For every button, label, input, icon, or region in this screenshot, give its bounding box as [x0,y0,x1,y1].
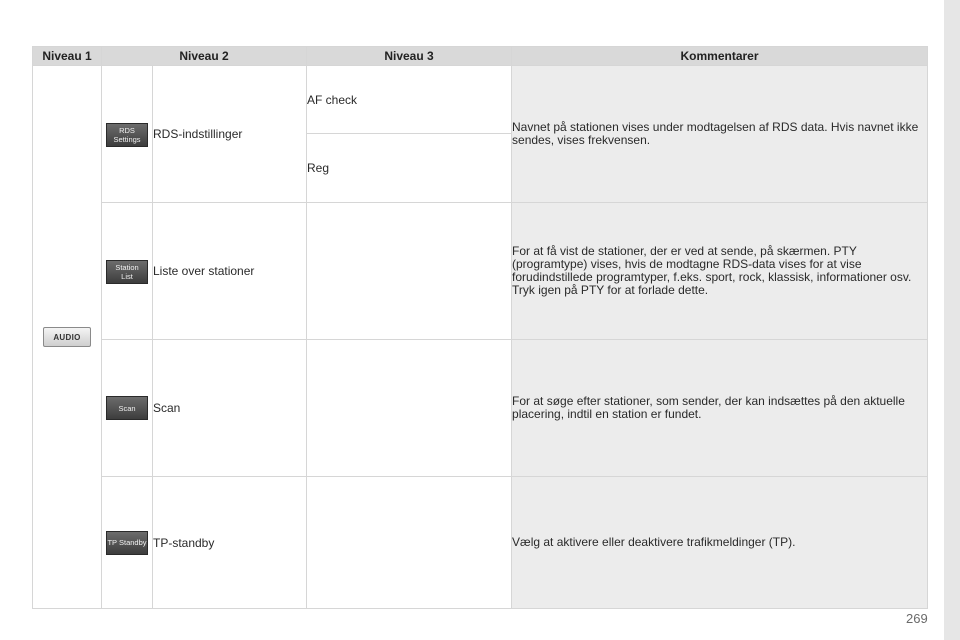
level1-cell [33,66,102,609]
scan-button-icon: Scan [106,396,148,420]
menu-structure-table [32,46,928,609]
comment-cell: Navnet på stationen vises under modtagelsen af RDS data. Hvis navnet ikke sendes, vises frekvensen. [512,66,928,203]
table-header-row [33,47,928,66]
level2-label: Scan [153,340,307,477]
level2-icon-cell [102,203,153,340]
comment-cell: Vælg at aktivere eller deaktivere trafikmeldinger (TP). [512,477,928,609]
rds-settings-button-icon: RDS Settings [106,123,148,147]
level2-label: RDS-indstillinger [153,66,307,203]
comment-cell: For at få vist de stationer, der er ved at sende, på skærmen. PTY (programtype) vises, hvis de modtagne RDS-data vises for at vise forudindstillede programtyper, f.eks. sport, rock, klassisk, informationer osv. Tryk igen på PTY for at forlade dette. [512,203,928,340]
level3-empty [307,340,512,477]
page-edge-strip [944,0,960,640]
comment-cell: For at søge efter stationer, som sender, der kan indsættes på den aktuelle placering, indtil en station er fundet. [512,340,928,477]
station-list-button-icon: Station List [106,260,148,284]
level3-label: AF check [307,66,512,134]
table-row [33,66,928,134]
level2-icon-cell [102,66,153,203]
level2-label: TP-standby [153,477,307,609]
level2-icon-cell [102,340,153,477]
table-row [33,477,928,609]
level3-empty [307,203,512,340]
table-row [33,203,928,340]
audio-button-icon: AUDIO [43,327,91,347]
header-niveau-2: Niveau 2 [102,47,307,66]
header-kommentarer: Kommentarer [512,47,928,66]
level3-empty [307,477,512,609]
level2-label: Liste over stationer [153,203,307,340]
header-niveau-1: Niveau 1 [33,47,102,66]
level3-label: Reg [307,134,512,203]
level2-icon-cell [102,477,153,609]
page-number: 269 [906,611,928,626]
header-niveau-3: Niveau 3 [307,47,512,66]
tp-standby-button-icon: TP Standby [106,531,148,555]
table-row [33,340,928,477]
